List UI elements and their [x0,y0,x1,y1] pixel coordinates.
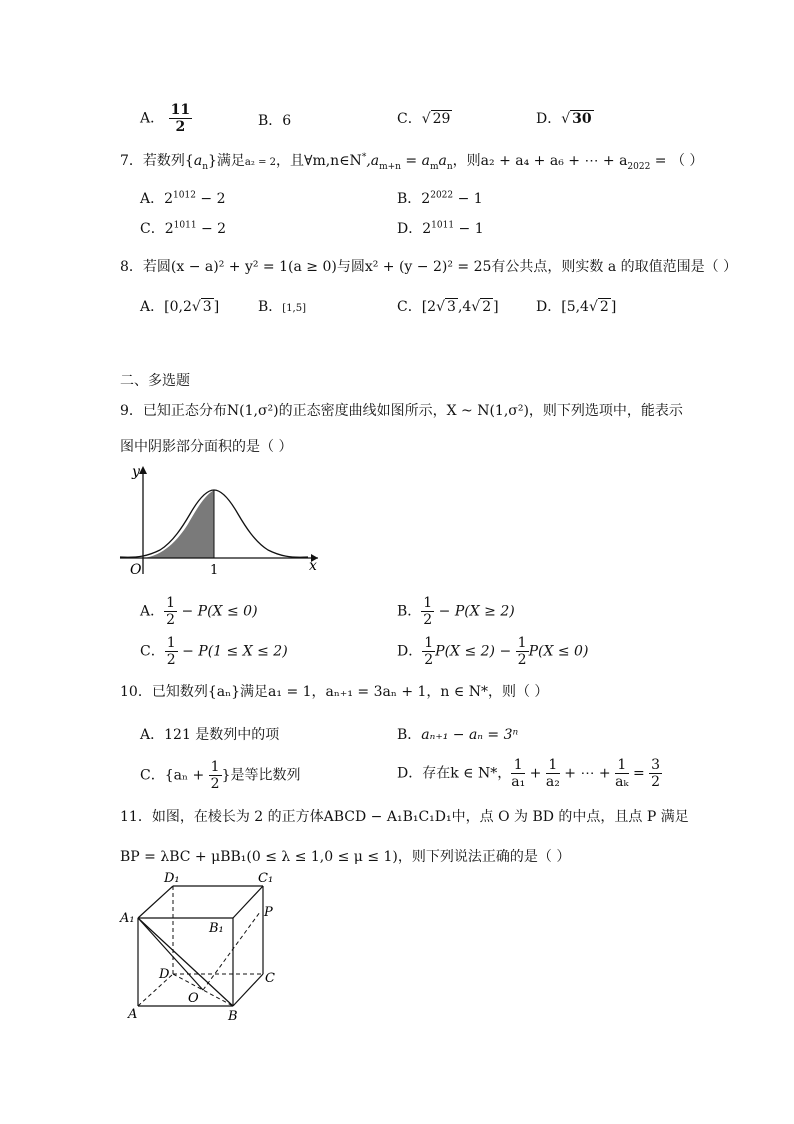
vertex-D: D [159,967,170,982]
q8-option-b: B．[1,5] [258,299,307,315]
vertex-B: B [228,1009,238,1024]
point-P: P [264,905,273,920]
section-title: 二、多选题 [120,373,190,389]
q6-option-a: A． $\frac{11}{2}$ [140,102,191,135]
origin-label: O [130,562,142,578]
q6-option-c: C．√ 29 [397,111,451,127]
shaded-area [143,490,214,558]
q9-stem-line1: 9．已知正态分布N(1,σ²)的正态密度曲线如图所示，X ~ N(1,σ²)，则下列选项中，能表示 [120,403,683,419]
q11-stem-line2: BP = λBC + μBB₁(0 ≤ λ ≤ 1,0 ≤ μ ≤ 1)，则下列说法正确的是（ ） [120,849,571,865]
x-axis-label: x [309,558,317,574]
q7-option-c: C．$2^{1011} - 2$ [140,220,227,237]
q6-option-d: D．√ 30 [536,111,592,127]
q10-option-c: C．{aₙ + $\frac{1}{2}$ }是等比数列 [140,759,301,792]
q10-option-b: B．aₙ₊₁ − aₙ = 3ⁿ [397,727,519,743]
normal-curve-graph [118,462,328,580]
vertex-D1: D₁ [164,871,180,886]
vertex-B1: B₁ [209,921,224,936]
q8-option-a: A．[0,2√ 3 ] [140,299,220,315]
vertex-C1: C₁ [258,871,274,886]
q9-stem-line2: 图中阴影部分面积的是（ ） [120,439,293,455]
q9-option-c: C． $\frac{1}{2}$ − P(1 ≤ X ≤ 2) [140,635,288,668]
q7-option-b: B．$2^{2022} - 1$ [397,190,483,207]
q6-option-b: B．6 [258,113,292,129]
y-axis-label: y [132,464,140,480]
q8-option-c: C．[2√ 3 ,4√ 2 ] [397,299,499,315]
q8-stem: 8．若圆(x − a)² + y² = 1(a ≥ 0)与圆x² + (y − 2)² = 25有公共点，则实数 a 的取值范围是（ ） [120,259,738,275]
q10-option-d: D．存在k ∈ N*， $\frac{1}{\text{a₁}}$ + $\frac{1}{\text{a₂}}$ + ⋯ + $\frac{1}{\text{aₖ}}$ = $\frac{3}{2}$ [397,757,661,790]
q7-option-d: D．$2^{1011} - 1$ [397,220,484,237]
vertex-A: A [128,1007,138,1022]
vertex-C: C [265,971,275,986]
vertex-A1: A₁ [120,911,135,926]
cube-diagram [118,870,288,1025]
q7-option-a: A．$2^{1012} - 2$ [140,190,226,207]
q10-stem: 10．已知数列{aₙ}满足a₁ = 1，aₙ₊₁ = 3aₙ + 1，n ∈ N*，则（ ） [120,684,549,700]
q7-stem: 7．若数列$\{a_n\}$满足a₂ = 2，且$\forall m,n\in N^*,a_{m+n} = a_ma_n$，则a₂ + a₄ + a₆ + ⋯ + $a_{2022}$ = （ ） [120,152,704,172]
tick-label-1: 1 [210,563,219,578]
point-O: O [188,991,199,1006]
q9-option-d: D． $\frac{1}{2}$ P(X ≤ 2) − $\frac{1}{2}$ P(X ≤ 0) [397,635,589,668]
q11-stem-line1: 11．如图，在棱长为 2 的正方体ABCD − A₁B₁C₁D₁中，点 O 为 BD 的中点，且点 P 满足 [120,809,689,825]
q10-option-a: A．121 是数列中的项 [140,727,280,743]
q8-option-d: D．[5,4√ 2 ] [536,299,617,315]
q9-option-b: B． $\frac{1}{2}$ − P(X ≥ 2) [397,595,515,628]
q9-option-a: A． $\frac{1}{2}$ − P(X ≤ 0) [140,595,258,628]
